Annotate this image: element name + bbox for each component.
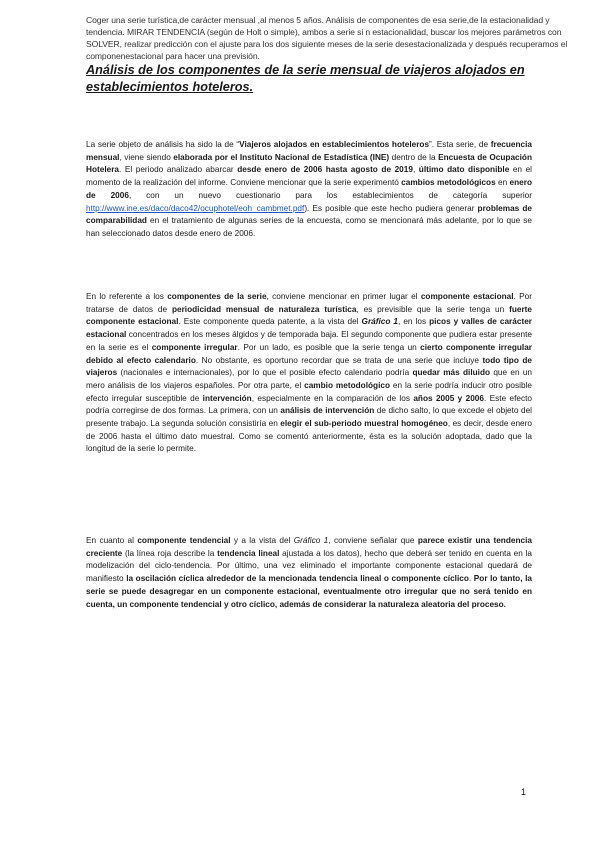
bold-run: elegir el sub-periodo muestral homogéneo — [280, 419, 448, 429]
text-run: , conviene señalar que — [328, 536, 418, 545]
assignment-note-line-3: SOLVER, realizar predicción con el ajuste para los dos siguiente meses de la serie desestacionalizada y después — [86, 39, 508, 49]
text-run: , — [412, 165, 419, 175]
bold-run: último dato disponible — [418, 165, 510, 175]
bold-run: intervención — [202, 393, 252, 403]
bold-run: quedar más diluido — [412, 368, 491, 378]
bold-run: picos y valles de carácter estacional — [86, 317, 532, 340]
text-run: . Este componente queda patente, a la vista del — [178, 317, 362, 327]
text-run: (nacionales e internacionales), por lo que el posible efecto calendario podría — [117, 368, 413, 378]
methodology-link[interactable]: http://www.ine.es/daco/daco42/ocuphotel/eoh_cambmet.pdf — [86, 203, 305, 213]
text-run: , es previsible que la serie tenga un — [356, 304, 510, 314]
text-run: ajustada a los datos), hecho que deberá ser tenido en cuenta en la modelización del ciclo-tendencia. Por último, una vez eliminado el importante componente estacional quedará de manifiesto — [86, 548, 532, 584]
text-run: (la línea roja describe la — [122, 548, 218, 558]
text-run: . Por tratarse de datos de — [86, 292, 532, 314]
text-run: en — [495, 178, 510, 188]
bold-run: componente estacional — [420, 292, 514, 301]
text-run: En cuanto al — [86, 536, 138, 545]
bold-run: periodicidad mensual de naturaleza turística — [171, 304, 357, 314]
text-run: , es decir, desde enero de 2006 hasta el último dato muestral. Como se comentó anteriormente, ésta es la solución adoptada, dado que la longitud de la serie lo permite. — [86, 419, 532, 454]
italic-run: Gráfico 1 — [293, 536, 329, 545]
text-run: de dicho salto, lo que excede el objeto del presente trabajo. La segunda solución consistiría en — [86, 406, 532, 429]
text-run: . Por un lado, es posible que la serie tenga un — [237, 342, 421, 352]
text-run: concentrados en los meses álgidos y de temporada baja. El segundo componente que pudiera estar presente en la serie es el — [86, 330, 532, 352]
bold-run: componente tendencial — [137, 536, 231, 545]
bold-run: análisis de intervención — [280, 406, 375, 416]
assignment-note — [86, 14, 586, 62]
bold-run: elaborada por el Instituto Nacional de Estadística (INE) — [173, 152, 390, 162]
bold-run: enero de 2006 — [86, 178, 532, 200]
assignment-note-line-2: tendencia. MIRAR TENDENCIA (según de Holt o simple), ambos a serie si n estacionalidad, buscar los mejores parámetros con — [86, 27, 562, 37]
bold-run: desde enero de 2006 hasta agosto de 2019 — [237, 165, 413, 175]
bold-run: componentes de la serie — [167, 292, 267, 301]
text-run: , conviene mencionar en primer lugar el — [266, 292, 421, 301]
text-run: ). Es posible que este hecho pudiera generar — [304, 203, 478, 213]
text-run: , especialmente en la comparación de los — [251, 393, 414, 403]
bold-run: años 2005 y 2006 — [413, 393, 484, 403]
bold-run: Encuesta de Ocupación Hotelera — [86, 152, 533, 175]
text-run: . — [468, 574, 474, 584]
text-run: en el momento de la realización del informe. Conviene mencionar que la serie experimentó — [86, 165, 532, 188]
bold-run: componente irregular — [151, 342, 238, 352]
italic-run: Gráfico 1 — [361, 317, 399, 327]
bold-run: todo tipo de viajeros — [86, 355, 532, 378]
text-run: que en un mero análisis de los viajeros españoles. Por otra parte, el — [86, 368, 532, 390]
bold-run: parece existir una tendencia creciente — [86, 536, 532, 558]
bold-run: frecuencia mensual — [86, 140, 533, 162]
bold-run: cambio metodológico — [304, 380, 391, 390]
text-run: en la serie podría inducir otro posible efecto irregular susceptible de — [86, 380, 532, 403]
text-run: , viene siendo — [119, 152, 174, 162]
text-run: . El periodo analizado abarcar — [119, 165, 238, 175]
text-run: y a la vista del — [230, 536, 294, 545]
text-run: En lo referente a los — [86, 292, 168, 301]
paragraph-introduction — [86, 139, 532, 241]
bold-run: la oscilación cíclica alrededor de la mencionada tendencia lineal o componente cíclico — [126, 574, 469, 584]
bold-run: cambios metodológicos — [401, 178, 496, 188]
bold-run: cierto componente irregular debido al efecto calendario — [86, 342, 532, 365]
text-run: dentro de la — [389, 152, 439, 162]
text-run: ”. Esta serie, de — [429, 140, 491, 149]
text-run: , con un nuevo cuestionario para los establecimientos de categoría superior — [128, 190, 532, 200]
text-run: La serie objeto de análisis ha sido la de “ — [86, 140, 240, 149]
document-title: Análisis de los componentes de la serie mensual de viajeros alojados en establecimientos hoteleros. — [86, 63, 525, 94]
text-run: , en los — [398, 317, 430, 327]
bold-run: problemas de comparabilidad — [86, 203, 532, 226]
paragraph-components — [86, 291, 532, 456]
paragraph-trend — [86, 535, 532, 611]
text-run: . No obstante, es oportuno recordar que se trata de una serie que incluye — [195, 355, 483, 365]
assignment-note-line-1: Coger una serie turística,de carácter mensual ,al menos 5 años. Análisis de componentes de esa serie,de la estacionalidad y — [86, 15, 550, 25]
page-number: 1 — [521, 787, 527, 797]
bold-run: Viajeros alojados en establecimientos hoteleros — [239, 140, 430, 149]
bold-run: Por lo tanto, la serie se puede desagregar en un componente estacional, eventualmente otro irregular que no será tenido en cuenta, un componente tendencial y otro cíclico, además de considerar la naturaleza aleatoria del proceso. — [86, 574, 532, 609]
assignment-note-line-4: recuperamos el componenestacional para hacer una previsión. — [86, 39, 568, 61]
bold-run: fuerte componente estacional — [86, 304, 532, 327]
text-run: en el tratamiento de algunas series de la encuesta, como se mencionará más adelante, por lo que se han seleccionado datos desde enero de 2006. — [86, 216, 532, 238]
text-run: . Este efecto podría corregirse de dos formas. La primera, con un — [86, 393, 532, 416]
bold-run: tendencia lineal — [217, 548, 280, 558]
